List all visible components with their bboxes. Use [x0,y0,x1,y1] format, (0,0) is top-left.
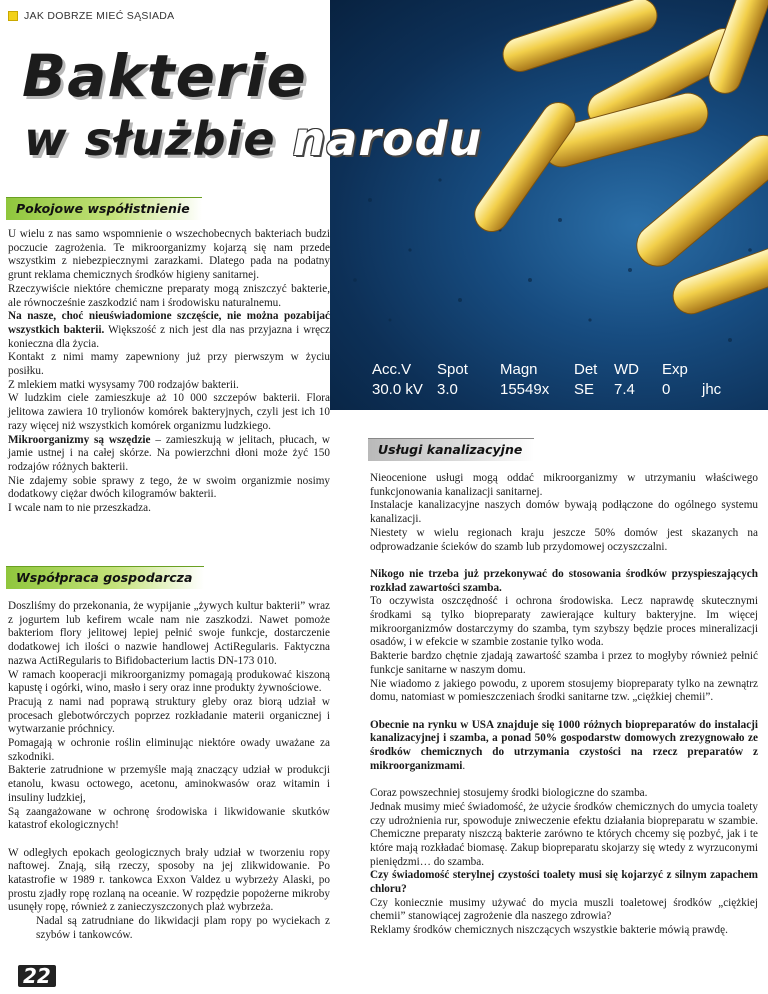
paragraph: To oczywista oszczędność i ochrona środowiska. Lecz naprawdę skutecznymi środkami są tylko biopreparaty zawierające kultury bakteryjne. Im więcej mikroorganizmów dostarczymy do szamba, tym szybszy będzie proces mineralizacji osadów, i w efekcie w szambie zostanie tylko woda. [370,595,758,649]
micrograph-metadata [372,360,721,400]
section-tag [8,10,174,22]
section-marker-icon [8,11,18,21]
meta-value: SE [574,381,595,398]
title-part-dark: w służbie [24,112,276,166]
bold-phrase: Mikroorganizmy są wszędzie [8,433,151,446]
paragraph: Jednak musimy mieć świadomość, że użycie środków chemicznych do umycia toalety czy udrożnienia rur, spowoduje zniweczenie efektu działania biopreparatu w szambie. Chemiczne preparaty niszczą bakterie zarówno te których chcemy się pozbyć, jak i te które mają rozkładać biomasę. Zakup biopreparatu skojarzy się wtedy z wyrzuconymi pieniędzmi… do szamba. [370,800,758,868]
paragraph: Czy koniecznie musimy używać do mycia muszli toaletowej środków „ciężkiej chemii” stanowiącej zagrożenie dla naszego zdrowia? [370,896,758,923]
meta-value: 7.4 [614,381,635,398]
meta-label: Exp [662,361,688,378]
article-column-right [370,472,758,938]
paragraph: Instalacje kanalizacyjne naszych domów bywają podłączone do ogólnego systemu kanalizacji. [370,499,758,526]
heading-cooperation: Współpraca gospodarcza [6,566,204,589]
page-number: 22 [18,965,56,987]
paragraph: Nie wiadomo z jakiego powodu, z uporem stosujemy biopreparaty tylko na zewnątrz domu, natomiast w pomieszczeniach środki sanitarne tzw. „ciężkiej chemii”. [370,677,758,704]
paragraph: U wielu z nas samo wspomnienie o wszechobecnych bakteriach budzi poczucie zagrożenia. Te mikroorganizmy kojarzą się nam przede wszystkim z niebezpiecznymi zarazkami. Dlatego pada na podatny grunt reklama chemicznych środków higieny sanitarnej. [8,228,330,282]
meta-value: 0 [662,381,671,398]
section-label: JAK DOBRZE MIEĆ SĄSIADA [24,10,175,22]
article-column-left-2 [8,600,330,943]
paragraph: Są zaangażowane w ochronę środowiska i likwidowanie skutków katastrof ekologicznych! [8,805,330,832]
article-column-left-1 [8,228,330,516]
paragraph: Pomagają w ochronie roślin eliminując niektóre owady uważane za szkodniki. [8,737,330,763]
heading-sewer-services: Usługi kanalizacyjne [368,438,534,461]
paragraph: Reklamy środków chemicznych niszczących wszystkie bakterie mówią prawdę. [370,924,728,937]
meta-value: 30.0 kV [372,381,423,398]
paragraph: Rzeczywiście niektóre chemiczne preparaty mogą zniszczyć bakterie, ale równocześnie zaszkodzić nam i środowisku naturalnemu. [8,282,330,309]
paragraph: Pracują z nami nad poprawą struktury gleby oraz biorą udział w procesach glebotwórczych poprzez rozkładanie materii organicznej i wytwarzanie próchnicy. [8,695,330,736]
meta-value: 15549x [500,381,550,398]
heading-coexistence: Pokojowe współistnienie [6,197,202,220]
paragraph: Bakterie zatrudnione w przemyśle mają znaczący udział w produkcji etanolu, kwasu octowego, acetonu, aminokwasów oraz witamin i insuliny ludzkiej, [8,764,330,804]
phrase: . [462,759,466,772]
paragraph: Nie zdajemy sobie sprawy z tego, że w swoim organizmie nosimy dodatkowy ciężar dwóch kilogramów bakterii. [8,474,330,501]
paragraph: I wcale nam to nie przeszkadza. [8,502,151,515]
meta-label: Det [574,361,598,378]
bold-phrase: Nikogo nie trzeba już przekonywać do stosowania środków przyspieszających rozkład zawartości szamba. [370,567,758,594]
meta-label: Acc.V [372,361,412,378]
meta-label: WD [614,361,639,378]
bold-phrase: Obecnie na rynku w USA znajduje się 1000 różnych biopreparatów do instalacji kanalizacyjnej i szamba, a ponad 50% gospodarstw domowych zrezygnowało ze środków chemicznych do utrzymania czystości na rzecz preparatów z mikroorganizmami [370,718,758,772]
bold-phrase: Na nasze, choć nieuświadomione szczęście, nie można pozabijać wszystkich bakterii. [8,310,330,336]
paragraph: Kontakt z nimi mamy zapewniony już przy pierwszym w życiu posiłku. [8,351,330,378]
paragraph: Nadal są zatrudniane do likwidacji plam ropy po wyciekach z szybów i tankowców. [36,915,330,941]
paragraph [370,568,758,595]
paragraph [8,310,330,351]
phrase: Większość z nich jest dla nas przyjazna i wręcz konieczna dla życia. [8,323,330,350]
watermark: jhc [702,381,722,398]
paragraph: Z mlekiem matki wysysamy 700 rodzajów bakterii. [8,378,239,391]
page-title-line2 [24,112,482,166]
meta-label: Spot [437,361,468,378]
paragraph: Coraz powszechniej stosujemy środki biologiczne do szamba. [370,787,648,800]
paragraph [370,869,758,896]
paragraph: Nieocenione usługi mogą oddać mikroorganizmy w utrzymaniu właściwego funkcjonowania kanalizacji sanitarnej. [370,472,758,498]
bacteria-micrograph [330,0,768,410]
paragraph: Bakterie bardzo chętnie zjadają zawartość szamba i przez to mogłyby również pełnić funkcje sanitarne w naszym domu. [370,650,758,676]
paragraph: Doszliśmy do przekonania, że wypijanie „żywych kultur bakterii” wraz z jogurtem lub kefirem wcale nam nie zaszkodzi. Nawet pomoże bakteriom flory jelitowej lepiej pełnić swoje funkcje, dostarczenie dodatkowej ich ilości o nazwie handlowej ActiRegularis. Faktyczna nazwa ActiRegularis to Bifidobacterium lactis DN-173 010. [8,600,330,667]
bold-phrase: Czy świadomość sterylnej czystości toalety musi się kojarzyć z silnym zapachem chloru? [370,869,758,896]
page-title-line1: Bakterie [22,42,307,110]
phrase: – zamieszkują w jelitach, płucach, w jamie ustnej i na całej skórze. Na powierzchni dłoni może żyć 150 rodzajów różnych bakterii. [8,433,330,473]
paragraph: W ludzkim ciele zamieszkuje aż 10 000 szczepów bakterii. Flora jelitowa zawiera 10 trylionów komórek bakteryjnych, czyli jest ich 10 razy więcej niż wszystkich komórek organizmu ludzkiego. [8,392,330,432]
paragraph: W ramach kooperacji mikroorganizmy pomagają produkować kiszoną kapustę i ogórki, wino, masło i sery oraz inne produkty żywnościowe. [8,668,330,695]
paragraph [370,719,758,774]
bacteria-illustration [330,0,768,410]
title-part-light: narodu [292,112,483,166]
meta-label: Magn [500,361,538,378]
paragraph [8,434,330,475]
paragraph: W odległych epokach geologicznych brały udział w tworzeniu ropy naftowej. Znają, siłą rzeczy, sposoby na jej zlikwidowanie. Po katastrofie w 1989 r. tankowca Exxon Valdez u wybrzeży Alaski, po prostu zjadły ropę rozlaną na oceanie. W rozpędzie popożerne mikroby usunęły ropę, również z zanieczyszczonych plaż wybrzeża. [8,846,330,914]
meta-value: 3.0 [437,381,458,398]
paragraph: Niestety w wielu regionach kraju jeszcze 50% domów jest skazanych na odprowadzanie ścieków do szamb lub przydomowej oczyszczalni. [370,526,758,553]
